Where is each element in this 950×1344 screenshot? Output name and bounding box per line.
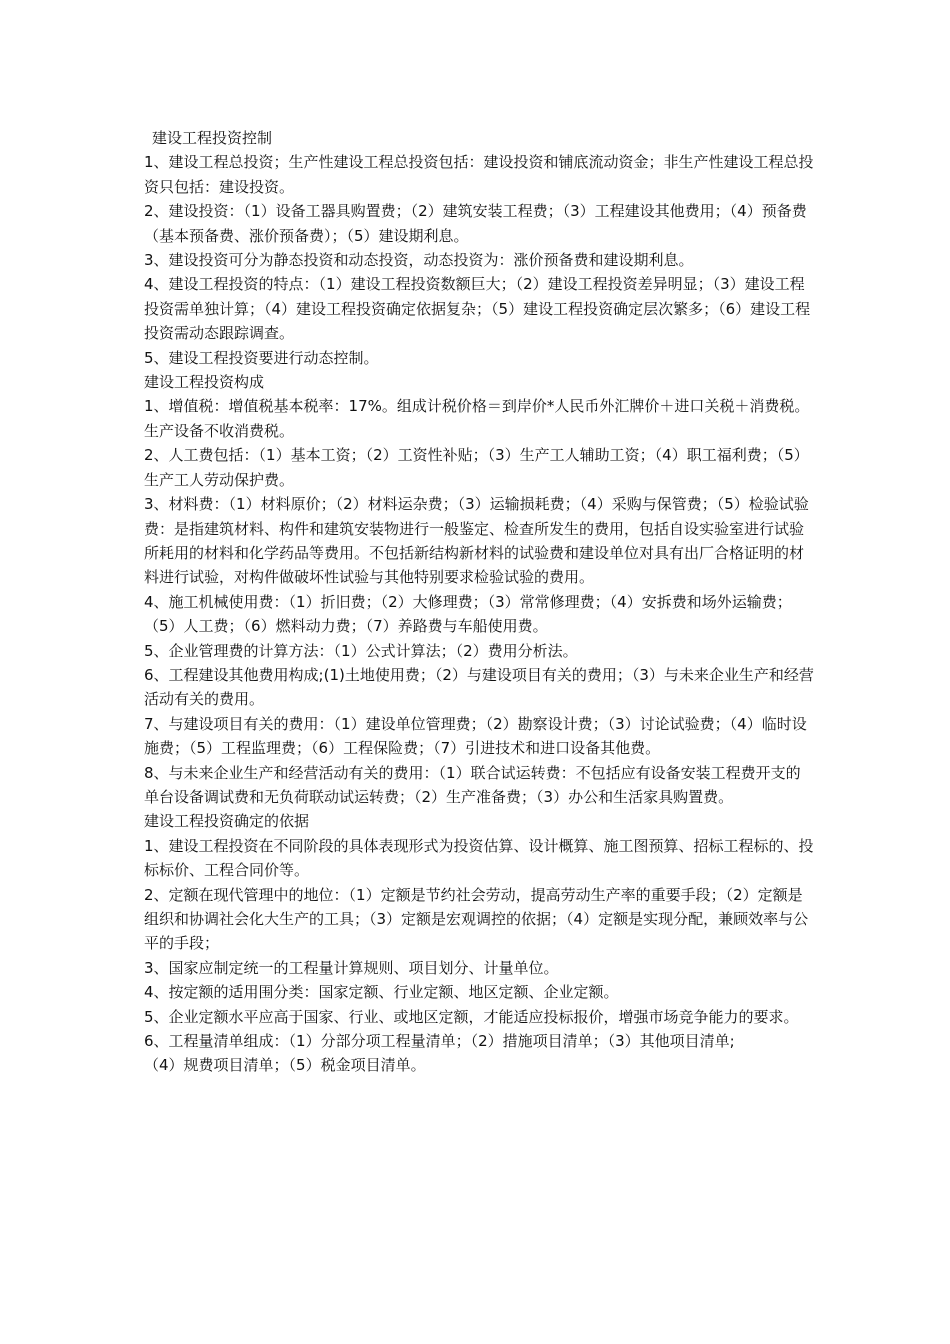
paragraph: 4、按定额的适用围分类：国家定额、行业定额、地区定额、企业定额。 [144,983,619,1002]
paragraph: 2、人工费包括：（1）基本工资；（2）工资性补贴；（3）生产工人辅助工资；（4）职工福利费；（5）生产工人劳动保护费。 [144,446,809,489]
paragraph: 1、增值税：增值税基本税率：17%。组成计税价格＝到岸价*人民币外汇牌价＋进口关税＋消费税。生产设备不收消费税。 [144,397,810,440]
paragraph: 1、建设工程总投资；生产性建设工程总投资包括：建设投资和铺底流动资金；非生产性建设工程总投资只包括：建设投资。 [144,153,814,196]
section-title: 建设工程投资控制 [152,129,273,147]
paragraph: 5、建设工程投资要进行动态控制。 [144,348,379,367]
paragraph: 5、企业定额水平应高于国家、行业、或地区定额，才能适应投标报价，增强市场竞争能力的要求。 [144,1007,799,1026]
paragraph: 2、建设投资：（1）设备工器具购置费；（2）建筑安装工程费；（3）工程建设其他费用；（4）预备费（基本预备费、涨价预备费）；（5）建设期利息。 [144,202,807,245]
document-body [144,126,814,1078]
section-heading: 建设工程投资确定的依据 [144,812,310,831]
paragraph: 8、与未来企业生产和经营活动有关的费用：（1）联合试运转费：不包括应有设备安装工程费开支的单台设备调试费和无负荷联动试运转费；（2）生产准备费；（3）办公和生活家具购置费。 [144,763,801,806]
paragraph: 4、建设工程投资的特点：（1）建设工程投资数额巨大；（2）建设工程投资差异明显；（3）建设工程投资需单独计算；（4）建设工程投资确定依据复杂；（5）建设工程投资确定层次繁多；（6）建设工程投资需动态跟踪调查。 [144,275,811,343]
paragraph: 3、国家应制定统一的工程量计算规则、项目划分、计量单位。 [144,958,559,977]
paragraph: 7、与建设项目有关的费用：（1）建设单位管理费；（2）勘察设计费；（3）讨论试验费；（4）临时设施费；（5）工程监理费；（6）工程保险费；（7）引进技术和进口设备其他费。 [144,714,807,758]
paragraph: 1、建设工程投资在不同阶段的具体表现形式为投资估算、设计概算、施工图预算、招标工程标的、投标标价、工程合同价等。 [144,836,814,880]
paragraph: 5、企业管理费的计算方法：（1）公式计算法；（2）费用分析法。 [144,641,578,660]
paragraph: 3、建设投资可分为静态投资和动态投资，动态投资为：涨价预备费和建设期利息。 [144,251,694,270]
paragraph: 6、工程建设其他费用构成;(1)土地使用费；（2）与建设项目有关的费用；（3）与未来企业生产和经营活动有关的费用。 [144,665,814,709]
paragraph: （4）规费项目清单；（5）税金项目清单。 [144,1056,426,1075]
section-heading: 建设工程投资构成 [144,373,265,392]
paragraph: 2、定额在现代管理中的地位：（1）定额是节约社会劳动，提高劳动生产率的重要手段；（2）定额是组织和协调社会化大生产的工具；（3）定额是宏观调控的依据；（4）定额是实现分配，兼顾效率与公平的手段； [144,885,809,953]
paragraph: 6、工程量清单组成：（1）分部分项工程量清单；（2）措施项目清单；（3）其他项目清单; [144,1032,735,1051]
paragraph: 3、材料费：（1）材料原价；（2）材料运杂费；（3）运输损耗费；（4）采购与保管费；（5）检验试验费：是指建筑材料、构件和建筑安装物进行一般鉴定、检查所发生的费用，包括自设实验室进行试验所耗用的材料和化学药品等费用。不包括新结构新材料的试验费和建设单位对具有出厂合格证明的材料进行试验，对构件做破坏性试验与其他特别要求检验试验的费用。 [144,495,809,587]
paragraph: 4、施工机械使用费：（1）折旧费；（2）大修理费；（3）常常修理费；（4）安拆费和场外运输费；（5）人工费；（6）燃料动力费；（7）养路费与车船使用费。 [144,592,792,636]
